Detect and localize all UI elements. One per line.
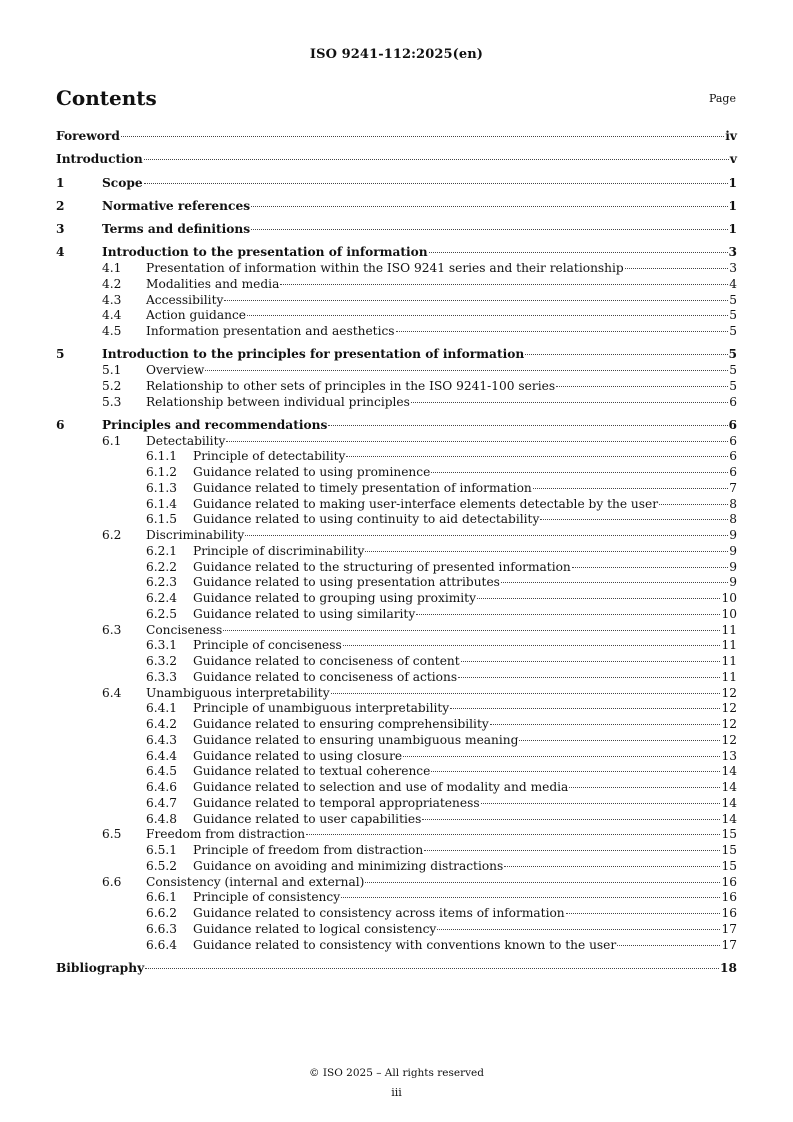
toc-entry-page: 16: [721, 874, 737, 889]
toc-entry-page: 6: [729, 433, 737, 448]
toc-entry-page: 11: [721, 638, 737, 653]
dot-leader: [328, 425, 727, 426]
dot-leader: [251, 206, 727, 207]
toc-entry[interactable]: [56, 906, 737, 922]
toc-entry-page: 5: [728, 347, 737, 362]
toc-entry-page: 7: [729, 480, 737, 495]
toc-entry[interactable]: [56, 363, 737, 379]
toc-entry-page: 12: [721, 717, 737, 731]
toc-entry-number: 6.6.3: [146, 921, 178, 936]
dot-leader: [251, 229, 727, 230]
dot-leader: [437, 929, 720, 930]
toc-entry-title: Introduction to the principles for presentation of information: [102, 347, 525, 362]
dot-leader: [461, 661, 721, 662]
dot-leader: [280, 284, 728, 285]
dot-leader: [205, 370, 728, 371]
dot-leader: [566, 913, 721, 914]
toc-entry-title: Guidance related to user capabilities: [193, 811, 422, 826]
toc-entry-number: 6.2.1: [146, 543, 178, 558]
toc-entry[interactable]: [56, 293, 737, 309]
toc-entry-page: 9: [729, 559, 737, 574]
toc-entry-title: Guidance related to consistency with conventions known to the user: [193, 937, 617, 952]
dot-leader: [403, 756, 720, 757]
toc-entry-title: Action guidance: [146, 308, 246, 323]
toc-entry-title: Conciseness: [146, 622, 223, 637]
dot-leader: [431, 472, 728, 473]
toc-entry-title: Guidance related to using closure: [193, 748, 403, 763]
toc-entry-title: Freedom from distraction: [146, 827, 306, 842]
toc-entry-page: 14: [721, 795, 737, 810]
toc-entry-number: 6.2.2: [146, 559, 178, 574]
toc-entry-title: Modalities and media: [146, 276, 280, 291]
toc-entry-page: 17: [721, 921, 737, 936]
dot-leader: [481, 803, 721, 804]
dot-leader: [533, 488, 728, 489]
toc-entry-number: 6.3.3: [146, 669, 178, 684]
toc-entry-page: 9: [729, 575, 737, 590]
toc-entry-number: 6.5.1: [146, 843, 178, 857]
toc-entry-title: Principle of conciseness: [193, 638, 342, 653]
toc-entry-title: Guidance related to timely presentation of information: [193, 480, 532, 495]
toc-entry-number: 6.1.4: [146, 496, 178, 511]
toc-entry-page: 6: [728, 417, 737, 432]
toc-entry-title: Principle of consistency: [193, 890, 341, 905]
toc-entry-number: 6.4.4: [146, 748, 178, 763]
toc-entry-title: Guidance on avoiding and minimizing distractions: [193, 858, 504, 873]
toc-entry-title: Introduction: [56, 152, 143, 167]
toc-entry-page: 10: [721, 606, 737, 621]
toc-entry-number: 6.6.4: [146, 937, 178, 952]
toc-entry-number: 6: [56, 417, 65, 432]
dot-leader: [422, 819, 720, 820]
toc-entry-number: 6.6: [102, 874, 122, 889]
toc-entry[interactable]: [56, 890, 737, 906]
toc-entry-number: 6.1.2: [146, 465, 178, 479]
toc-entry-title: Overview: [146, 363, 205, 377]
dot-leader: [501, 582, 728, 583]
toc-entry-page: 12: [721, 685, 737, 700]
toc-entry-page: 4: [729, 276, 737, 291]
toc-entry[interactable]: [56, 796, 737, 812]
toc-entry-page: 15: [721, 843, 737, 857]
toc-entry[interactable]: [56, 449, 737, 465]
dot-leader: [450, 708, 720, 709]
page-column-label: Page: [708, 92, 736, 105]
dot-leader: [226, 441, 728, 442]
toc-entry-number: 6.3.2: [146, 654, 178, 668]
toc-entry-page: 5: [729, 324, 737, 338]
toc-entry-page: iv: [725, 129, 737, 143]
dot-leader: [659, 504, 728, 505]
toc-entry-page: 14: [721, 811, 737, 826]
toc-entry[interactable]: [56, 199, 737, 215]
toc-entry-number: 6.1.3: [146, 480, 178, 495]
toc-entry-page: 10: [721, 591, 737, 605]
table-of-contents: [56, 129, 737, 977]
toc-entry[interactable]: [56, 922, 737, 938]
toc-entry[interactable]: [56, 308, 737, 324]
toc-entry[interactable]: [56, 607, 737, 623]
toc-entry[interactable]: [56, 638, 737, 654]
toc-entry-number: 4: [56, 245, 65, 260]
toc-entry-title: Guidance related to conciseness of actions: [193, 669, 458, 684]
dot-leader: [625, 268, 729, 269]
dot-leader: [540, 519, 728, 520]
toc-entry-page: 17: [721, 937, 737, 952]
toc-entry[interactable]: [56, 875, 737, 891]
toc-entry[interactable]: [56, 749, 737, 765]
toc-entry[interactable]: [56, 152, 737, 168]
toc-entry-number: 6.1.1: [146, 449, 178, 464]
toc-entry-page: 6: [729, 449, 737, 464]
toc-entry-number: 6.5: [102, 827, 122, 842]
toc-entry-number: 6.2.5: [146, 606, 178, 621]
toc-entry-number: 6.4.5: [146, 764, 178, 779]
toc-entry-page: 18: [720, 960, 737, 975]
toc-entry-title: Unambiguous interpretability: [146, 685, 330, 700]
dot-leader: [144, 159, 729, 160]
dot-leader: [617, 945, 720, 946]
toc-entry-page: 8: [729, 512, 737, 527]
toc-entry-title: Guidance related to using similarity: [193, 606, 416, 621]
toc-entry-title: Scope: [102, 175, 143, 190]
toc-entry-page: 5: [729, 363, 737, 377]
toc-entry-title: Discriminability: [146, 528, 245, 542]
toc-entry-number: 4.3: [102, 292, 122, 307]
toc-entry[interactable]: [56, 843, 737, 859]
toc-entry-page: 1: [728, 222, 737, 236]
toc-entry-page: 6: [729, 394, 737, 409]
toc-entry[interactable]: [56, 434, 737, 450]
copyright-footer: © ISO 2025 – All rights reserved: [309, 1067, 484, 1079]
toc-entry-page: 9: [729, 528, 737, 542]
toc-entry-page: 14: [721, 780, 737, 794]
toc-entry-title: Guidance related to textual coherence: [193, 764, 431, 779]
toc-entry-page: 15: [721, 827, 737, 842]
dot-leader: [145, 968, 719, 969]
toc-entry[interactable]: [56, 591, 737, 607]
dot-leader: [504, 866, 720, 867]
toc-entry-title: Presentation of information within the ISO 9241 series and their relationship: [146, 261, 624, 275]
toc-entry[interactable]: [56, 654, 737, 670]
toc-entry-number: 6.3.1: [146, 638, 178, 653]
document-id-header: ISO 9241-112:2025(en): [309, 47, 484, 62]
toc-entry-page: 16: [721, 906, 737, 920]
toc-entry-number: 6.1.5: [146, 512, 178, 527]
toc-entry[interactable]: [56, 176, 737, 192]
toc-entry-number: 6.4.1: [146, 701, 178, 716]
toc-entry-title: Guidance related to using continuity to aid detectability: [193, 512, 540, 527]
toc-entry-page: 5: [729, 292, 737, 307]
dot-leader: [343, 645, 721, 646]
toc-entry-number: 6.5.2: [146, 858, 178, 873]
toc-entry-title: Guidance related to consistency across items of information: [193, 906, 565, 920]
toc-entry[interactable]: [56, 686, 737, 702]
toc-entry[interactable]: [56, 277, 737, 293]
page-title: Contents: [56, 86, 157, 110]
toc-entry[interactable]: [56, 395, 737, 411]
dot-leader: [572, 567, 728, 568]
toc-entry-number: 5.2: [102, 378, 122, 393]
toc-entry-page: 11: [721, 622, 737, 637]
toc-entry[interactable]: [56, 717, 737, 733]
dot-leader: [411, 402, 728, 403]
toc-entry[interactable]: [56, 575, 737, 591]
toc-entry-title: Guidance related to using presentation attributes: [193, 575, 500, 590]
dot-leader: [569, 787, 720, 788]
dot-leader: [416, 614, 720, 615]
dot-leader: [525, 354, 727, 355]
toc-entry[interactable]: [56, 670, 737, 686]
toc-entry[interactable]: [56, 418, 737, 434]
toc-entry-number: 6.4.2: [146, 717, 178, 731]
toc-entry-title: Information presentation and aesthetics: [146, 324, 395, 338]
toc-entry-title: Guidance related to conciseness of content: [193, 654, 460, 668]
dot-leader: [396, 331, 729, 332]
toc-entry-page: 6: [729, 465, 737, 479]
dot-leader: [365, 882, 720, 883]
toc-entry-number: 6.6.1: [146, 890, 178, 905]
toc-entry[interactable]: [56, 465, 737, 481]
toc-entry-number: 3: [56, 222, 65, 236]
toc-entry-page: v: [729, 152, 737, 167]
toc-entry-page: 12: [721, 732, 737, 747]
dot-leader: [121, 136, 724, 137]
toc-entry[interactable]: [56, 812, 737, 828]
dot-leader: [144, 183, 728, 184]
dot-leader: [431, 771, 720, 772]
toc-entry-number: 4.5: [102, 324, 122, 338]
toc-entry-title: Guidance related to logical consistency: [193, 921, 437, 936]
toc-entry-title: Accessibility: [146, 292, 224, 307]
toc-entry-page: 9: [729, 543, 737, 558]
toc-entry[interactable]: [56, 528, 737, 544]
toc-entry-number: 6.2.3: [146, 575, 178, 590]
toc-entry[interactable]: [56, 261, 737, 277]
dot-leader: [223, 630, 720, 631]
toc-entry-title: Relationship to other sets of principles in the ISO 9241-100 series: [146, 378, 556, 393]
toc-entry-title: Principles and recommendations: [102, 417, 328, 432]
toc-entry-page: 16: [721, 890, 737, 905]
toc-entry-number: 6.4.6: [146, 780, 178, 794]
toc-entry-number: 6.4.8: [146, 811, 178, 826]
toc-entry[interactable]: [56, 222, 737, 238]
toc-entry[interactable]: [56, 764, 737, 780]
dot-leader: [429, 252, 728, 253]
toc-entry-title: Guidance related to making user-interface elements detectable by the user: [193, 496, 659, 511]
toc-entry-number: 6.4.7: [146, 795, 178, 810]
toc-entry-page: 13: [721, 748, 737, 763]
dot-leader: [477, 598, 721, 599]
toc-entry[interactable]: [56, 827, 737, 843]
toc-entry-number: 4.4: [102, 308, 122, 323]
toc-entry-page: 12: [721, 701, 737, 716]
toc-entry[interactable]: [56, 245, 737, 261]
toc-entry-title: Guidance related to grouping using proximity: [193, 591, 476, 605]
toc-entry-number: 6.2.4: [146, 591, 178, 605]
toc-entry-title: Principle of detectability: [193, 449, 346, 464]
toc-entry[interactable]: [56, 560, 737, 576]
toc-entry-number: 5.1: [102, 363, 122, 377]
dot-leader: [306, 834, 720, 835]
dot-leader: [346, 456, 728, 457]
toc-entry[interactable]: [56, 324, 737, 340]
dot-leader: [245, 535, 728, 536]
toc-entry-title: Guidance related to selection and use of modality and media: [193, 780, 569, 794]
page-number-footer: iii: [391, 1086, 402, 1099]
toc-entry-title: Guidance related to ensuring unambiguous meaning: [193, 732, 519, 747]
toc-entry[interactable]: [56, 497, 737, 513]
toc-entry-page: 11: [721, 669, 737, 684]
toc-entry-page: 3: [728, 245, 737, 260]
toc-entry-number: 6.4.3: [146, 732, 178, 747]
toc-entry[interactable]: [56, 701, 737, 717]
toc-entry-title: Bibliography: [56, 960, 145, 975]
dot-leader: [341, 897, 720, 898]
toc-entry-number: 6.2: [102, 528, 122, 542]
toc-entry-page: 1: [728, 198, 737, 213]
toc-entry-page: 15: [721, 858, 737, 873]
toc-entry-page: 11: [721, 654, 737, 668]
toc-entry[interactable]: [56, 129, 737, 145]
toc-entry-page: 3: [729, 261, 737, 275]
toc-entry-title: Guidance related to the structuring of presented information: [193, 559, 571, 574]
toc-entry-number: 1: [56, 175, 65, 190]
toc-entry[interactable]: [56, 733, 737, 749]
dot-leader: [331, 693, 721, 694]
toc-entry-title: Detectability: [146, 433, 226, 448]
dot-leader: [519, 740, 720, 741]
toc-entry[interactable]: [56, 961, 737, 977]
toc-entry-number: 6.3: [102, 622, 122, 637]
toc-entry-title: Principle of discriminability: [193, 543, 365, 558]
dot-leader: [556, 386, 728, 387]
toc-entry-title: Guidance related to ensuring comprehensibility: [193, 717, 489, 731]
dot-leader: [224, 300, 728, 301]
toc-entry[interactable]: [56, 347, 737, 363]
toc-entry-page: 14: [721, 764, 737, 779]
toc-entry[interactable]: [56, 481, 737, 497]
dot-leader: [458, 677, 720, 678]
toc-entry-number: 5: [56, 347, 65, 362]
toc-entry[interactable]: [56, 859, 737, 875]
toc-entry[interactable]: [56, 512, 737, 528]
toc-entry-number: 6.1: [102, 433, 122, 448]
dot-leader: [365, 551, 728, 552]
toc-entry-title: Principle of freedom from distraction: [193, 843, 424, 857]
toc-entry-number: 6.6.2: [146, 906, 178, 920]
toc-entry-title: Guidance related to temporal appropriateness: [193, 795, 480, 810]
toc-entry-title: Consistency (internal and external): [146, 874, 365, 889]
dot-leader: [490, 724, 721, 725]
toc-entry[interactable]: [56, 780, 737, 796]
toc-entry-title: Principle of unambiguous interpretability: [193, 701, 450, 716]
toc-entry-page: 8: [729, 496, 737, 511]
toc-entry-title: Relationship between individual principles: [146, 394, 410, 409]
toc-entry-title: Foreword: [56, 129, 120, 143]
dot-leader: [424, 850, 720, 851]
toc-entry[interactable]: [56, 379, 737, 395]
toc-entry-number: 4.1: [102, 261, 122, 275]
toc-entry-number: 5.3: [102, 394, 122, 409]
toc-entry-title: Introduction to the presentation of information: [102, 245, 428, 260]
toc-entry-title: Terms and definitions: [102, 222, 251, 236]
toc-entry-page: 1: [728, 175, 737, 190]
toc-entry[interactable]: [56, 938, 737, 954]
toc-entry-number: 2: [56, 198, 65, 213]
toc-entry[interactable]: [56, 623, 737, 639]
toc-entry-number: 4.2: [102, 276, 122, 291]
toc-entry-page: 5: [729, 308, 737, 323]
toc-entry-page: 5: [729, 378, 737, 393]
dot-leader: [247, 315, 728, 316]
toc-entry-number: 6.4: [102, 685, 122, 700]
toc-entry-title: Normative references: [102, 198, 251, 213]
toc-entry[interactable]: [56, 544, 737, 560]
toc-entry-title: Guidance related to using prominence: [193, 465, 431, 479]
